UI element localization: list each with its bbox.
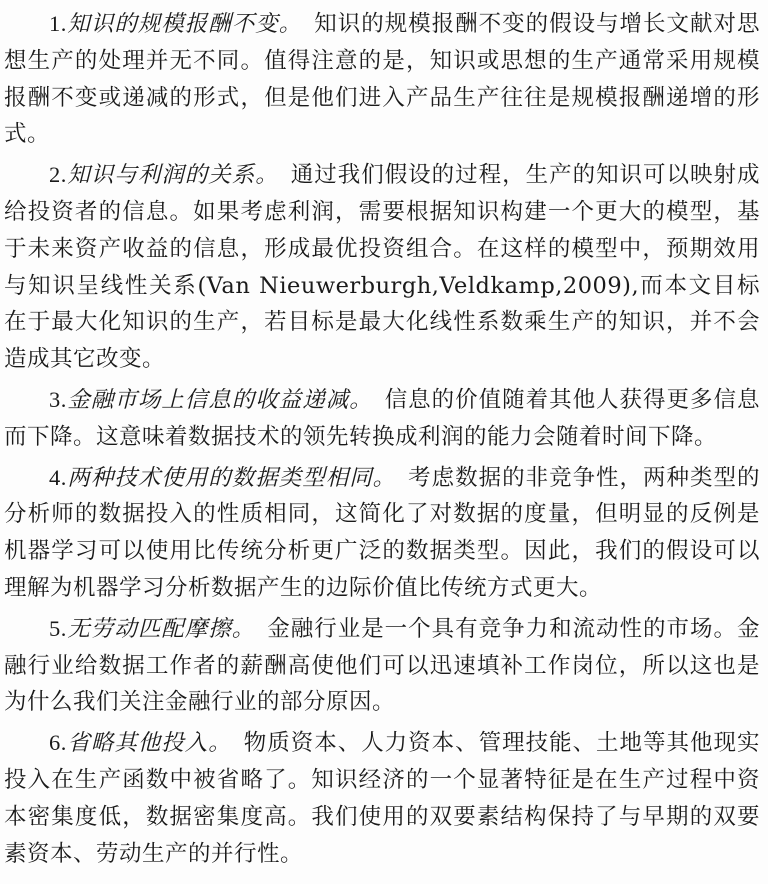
- paragraph-body: 通过我们假设的过程，生产的知识可以映射成给投资者的信息。如果考虑利润，需要根据知识构建一个更大的模型，基于未来资产收益的信息，形成最优投资组合。在这样的模型中，预期效用与知识呈线性关系(Van Nieuwerburgh,Veldkamp,2009),而本文目标在于最大化知识的生产，若目标是最大化线性系数乘生产的知识，并不会造成其它改变。: [4, 162, 760, 373]
- paragraph-number: 3.: [49, 386, 67, 412]
- paragraph-6: [4, 725, 760, 872]
- paragraph-heading: 无劳动匹配摩擦。: [66, 615, 256, 642]
- paragraph-body: 物质资本、人力资本、管理技能、土地等其他现实投入在生产函数中被省略了。知识经济的一个显著特征是在生产过程中资本密集度低，数据密集度高。我们使用的双要素结构保持了与早期的双要素资本、劳动生产的并行性。: [4, 730, 760, 867]
- paragraph-heading: 知识与利润的关系。: [66, 162, 279, 189]
- paragraph-4: [4, 460, 760, 607]
- paragraph-body: 考虑数据的非竞争性，两种类型的分析师的数据投入的性质相同，这简化了对数据的度量，但明显的反例是机器学习可以使用比传统分析更广泛的数据类型。因此，我们的假设可以理解为机器学习分析数据产生的边际价值比传统方式更大。: [4, 464, 760, 601]
- paragraph-2: [4, 157, 760, 378]
- paragraph-3: [4, 382, 760, 456]
- paragraph-number: 5.: [49, 615, 67, 641]
- paragraph-5: [4, 611, 760, 721]
- paragraph-number: 1.: [49, 11, 67, 36]
- paragraph-1: [4, 6, 760, 153]
- paragraph-heading: 知识的规模报酬不变。: [66, 11, 303, 37]
- paragraph-body: 知识的规模报酬不变的假设与增长文献对思想生产的处理并无不同。值得注意的是，知识或思想的生产通常采用规模报酬不变或递减的形式，但是他们进入产品生产往往是规模报酬递增的形式。: [4, 11, 760, 148]
- paragraph-body: 金融行业是一个具有竞争力和流动性的市场。金融行业给数据工作者的薪酬高使他们可以迅速填补工作岗位，所以这也是为什么我们关注金融行业的部分原因。: [4, 615, 760, 716]
- paragraph-heading: 金融市场上信息的收益递减。: [66, 386, 373, 413]
- paragraph-body: 信息的价值随着其他人获得更多信息而下降。这意味着数据技术的领先转换成利润的能力会随着时间下降。: [4, 386, 760, 450]
- paragraph-number: 2.: [49, 162, 67, 188]
- paragraph-number: 4.: [49, 464, 67, 490]
- paragraph-heading: 省略其他投入。: [66, 730, 232, 757]
- paragraph-number: 6.: [49, 730, 67, 756]
- paragraph-heading: 两种技术使用的数据类型相同。: [66, 464, 397, 491]
